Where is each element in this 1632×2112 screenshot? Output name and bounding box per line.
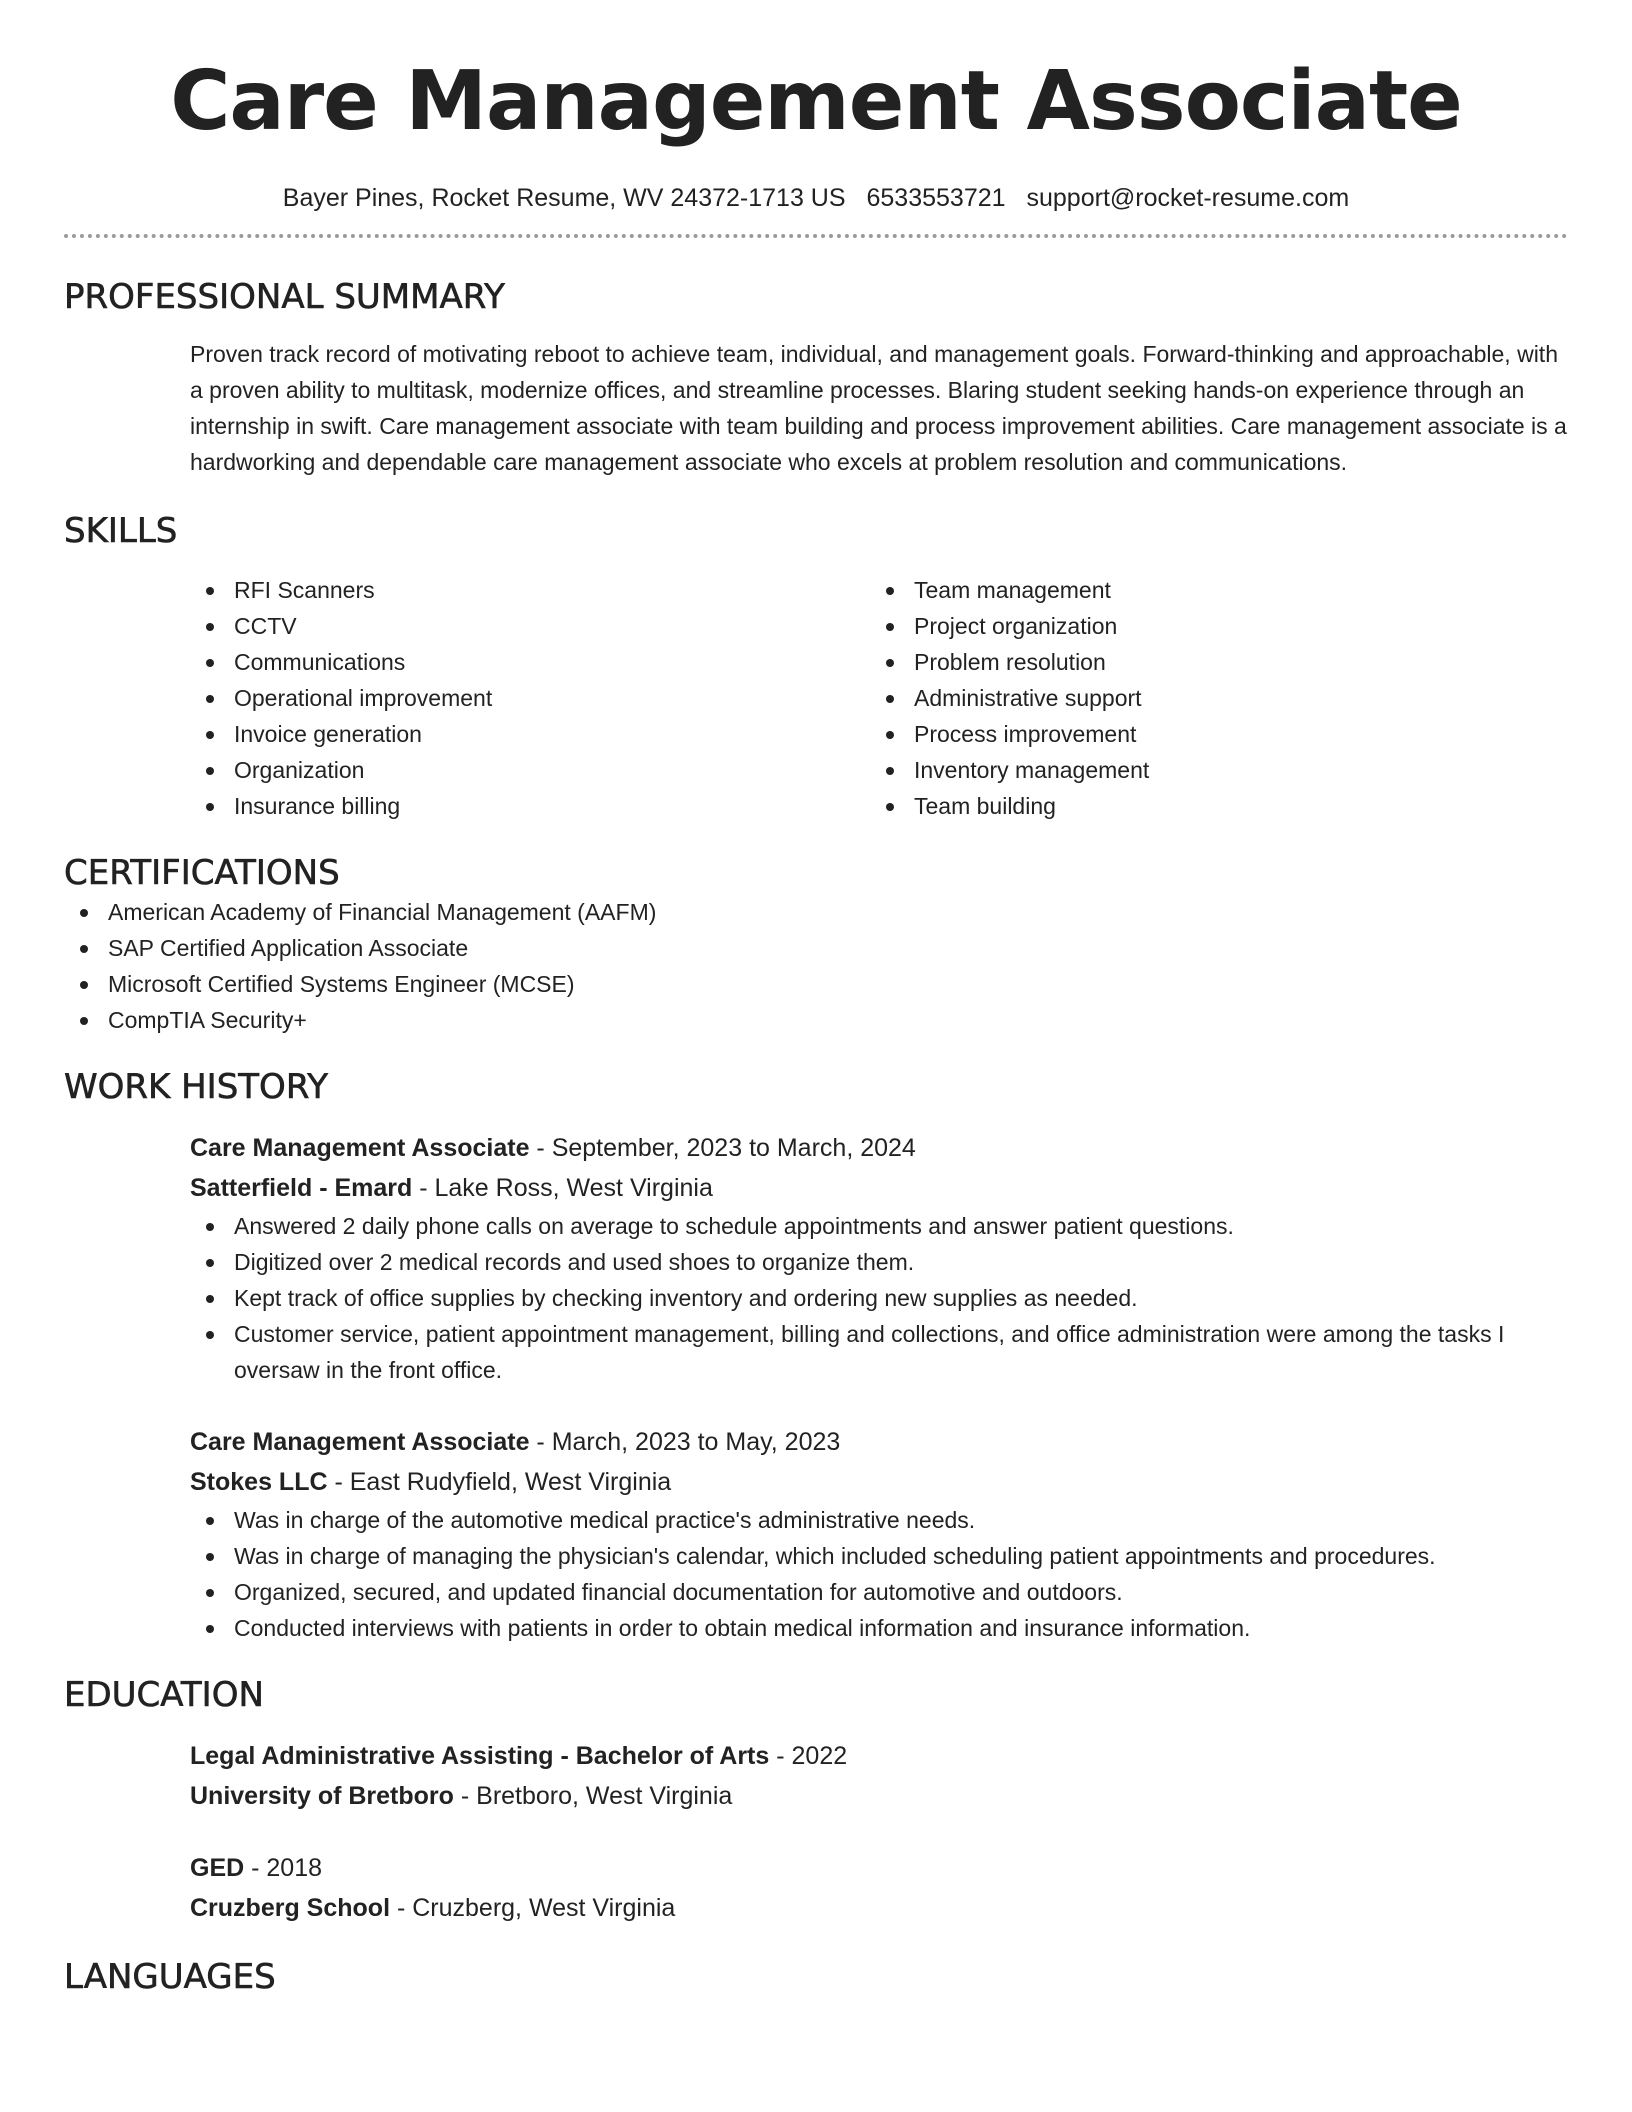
job-duty: Was in charge of the automotive medical practice's administrative needs. <box>190 1502 1568 1538</box>
skills-grid <box>190 572 1568 824</box>
job-duty: Organized, secured, and updated financial documentation for automotive and outdoors. <box>190 1574 1568 1610</box>
skill-item: Organization <box>190 752 870 788</box>
education-entry <box>190 1848 1568 1928</box>
certification-item: CompTIA Security+ <box>64 1002 1568 1038</box>
candidate-name: Care Management Associate <box>170 54 1462 149</box>
certification-item: Microsoft Certified Systems Engineer (MCSE) <box>64 966 1568 1002</box>
degree: GED <box>190 1854 245 1882</box>
job-company: Satterfield - Emard <box>190 1174 413 1202</box>
job-dates: - March, 2023 to May, 2023 <box>529 1428 841 1456</box>
skill-item: Insurance billing <box>190 788 870 824</box>
degree-year: - 2018 <box>244 1854 323 1882</box>
degree-line <box>190 1736 1568 1776</box>
job-dates: - September, 2023 to March, 2024 <box>529 1134 916 1162</box>
skill-item: Communications <box>190 644 870 680</box>
job-location: - East Rudyfield, West Virginia <box>327 1468 672 1496</box>
skills-list-right <box>870 572 1550 824</box>
skills-list-left <box>190 572 870 824</box>
skill-item: Problem resolution <box>870 644 1550 680</box>
skill-item: Team management <box>870 572 1550 608</box>
school-location: - Cruzberg, West Virginia <box>390 1894 676 1922</box>
job-duty: Was in charge of managing the physician's calendar, which included scheduling patient appointments and procedures. <box>190 1538 1568 1574</box>
work-history-heading: WORK HISTORY <box>64 1067 329 1107</box>
skill-item: Inventory management <box>870 752 1550 788</box>
skill-item: CCTV <box>190 608 870 644</box>
summary-text: Proven track record of motivating reboot to achieve team, individual, and management goals. Forward-thinking and approachable, with a proven ability to multitask, modernize offices, and streamline processes. Blaring student seeking hands-on experience through an internship in swift. Care management associate with team building and process improvement abilities. Care management associate is a hardworking and dependable care management associate who excels at problem resolution and communications. <box>190 341 1567 475</box>
job-role: Care Management Associate <box>190 1134 530 1162</box>
school-line <box>190 1888 1568 1928</box>
job-duty: Kept track of office supplies by checking inventory and ordering new supplies as needed. <box>190 1280 1568 1316</box>
job-title-line <box>190 1128 1568 1168</box>
job-duties-list <box>190 1208 1568 1388</box>
resume-page <box>64 0 1568 1998</box>
contact-phone: 6533553721 <box>866 184 1006 212</box>
job-location: - Lake Ross, West Virginia <box>412 1174 713 1202</box>
certifications-list <box>64 894 1568 1038</box>
skill-item: Team building <box>870 788 1550 824</box>
skill-item: Project organization <box>870 608 1550 644</box>
certification-item: American Academy of Financial Management (AAFM) <box>64 894 1568 930</box>
job-duty: Answered 2 daily phone calls on average to schedule appointments and answer patient questions. <box>190 1208 1568 1244</box>
skill-item: Administrative support <box>870 680 1550 716</box>
job-entry <box>190 1422 1568 1646</box>
certification-item: SAP Certified Application Associate <box>64 930 1568 966</box>
contact-line <box>64 181 1568 215</box>
job-title-line <box>190 1422 1568 1462</box>
job-duty: Conducted interviews with patients in order to obtain medical information and insurance information. <box>190 1610 1568 1646</box>
skill-item: Invoice generation <box>190 716 870 752</box>
job-entry <box>190 1128 1568 1388</box>
job-company-line <box>190 1462 1568 1502</box>
degree-year: - 2022 <box>769 1742 848 1770</box>
contact-address: Bayer Pines, Rocket Resume, WV 24372-1713 US <box>282 184 846 212</box>
skill-item: RFI Scanners <box>190 572 870 608</box>
school: Cruzberg School <box>190 1894 391 1922</box>
summary-heading: PROFESSIONAL SUMMARY <box>64 277 505 317</box>
certifications-heading: CERTIFICATIONS <box>64 853 340 893</box>
skills-heading: SKILLS <box>64 511 178 551</box>
school-location: - Bretboro, West Virginia <box>453 1782 733 1810</box>
skill-item: Operational improvement <box>190 680 870 716</box>
school-line <box>190 1776 1568 1816</box>
education-entry <box>190 1736 1568 1816</box>
contact-email: support@rocket-resume.com <box>1026 184 1350 212</box>
job-company-line <box>190 1168 1568 1208</box>
job-duty: Digitized over 2 medical records and used shoes to organize them. <box>190 1244 1568 1280</box>
job-role: Care Management Associate <box>190 1428 530 1456</box>
header-divider <box>64 234 1568 238</box>
skill-item: Process improvement <box>870 716 1550 752</box>
job-duty: Customer service, patient appointment management, billing and collections, and office administration were among the tasks I oversaw in the front office. <box>190 1316 1568 1388</box>
degree-line <box>190 1848 1568 1888</box>
languages-heading: LANGUAGES <box>64 1957 276 1997</box>
school: University of Bretboro <box>190 1782 454 1810</box>
job-company: Stokes LLC <box>190 1468 328 1496</box>
degree: Legal Administrative Assisting - Bachelor of Arts <box>190 1742 770 1770</box>
job-duties-list <box>190 1502 1568 1646</box>
education-heading: EDUCATION <box>64 1675 264 1715</box>
